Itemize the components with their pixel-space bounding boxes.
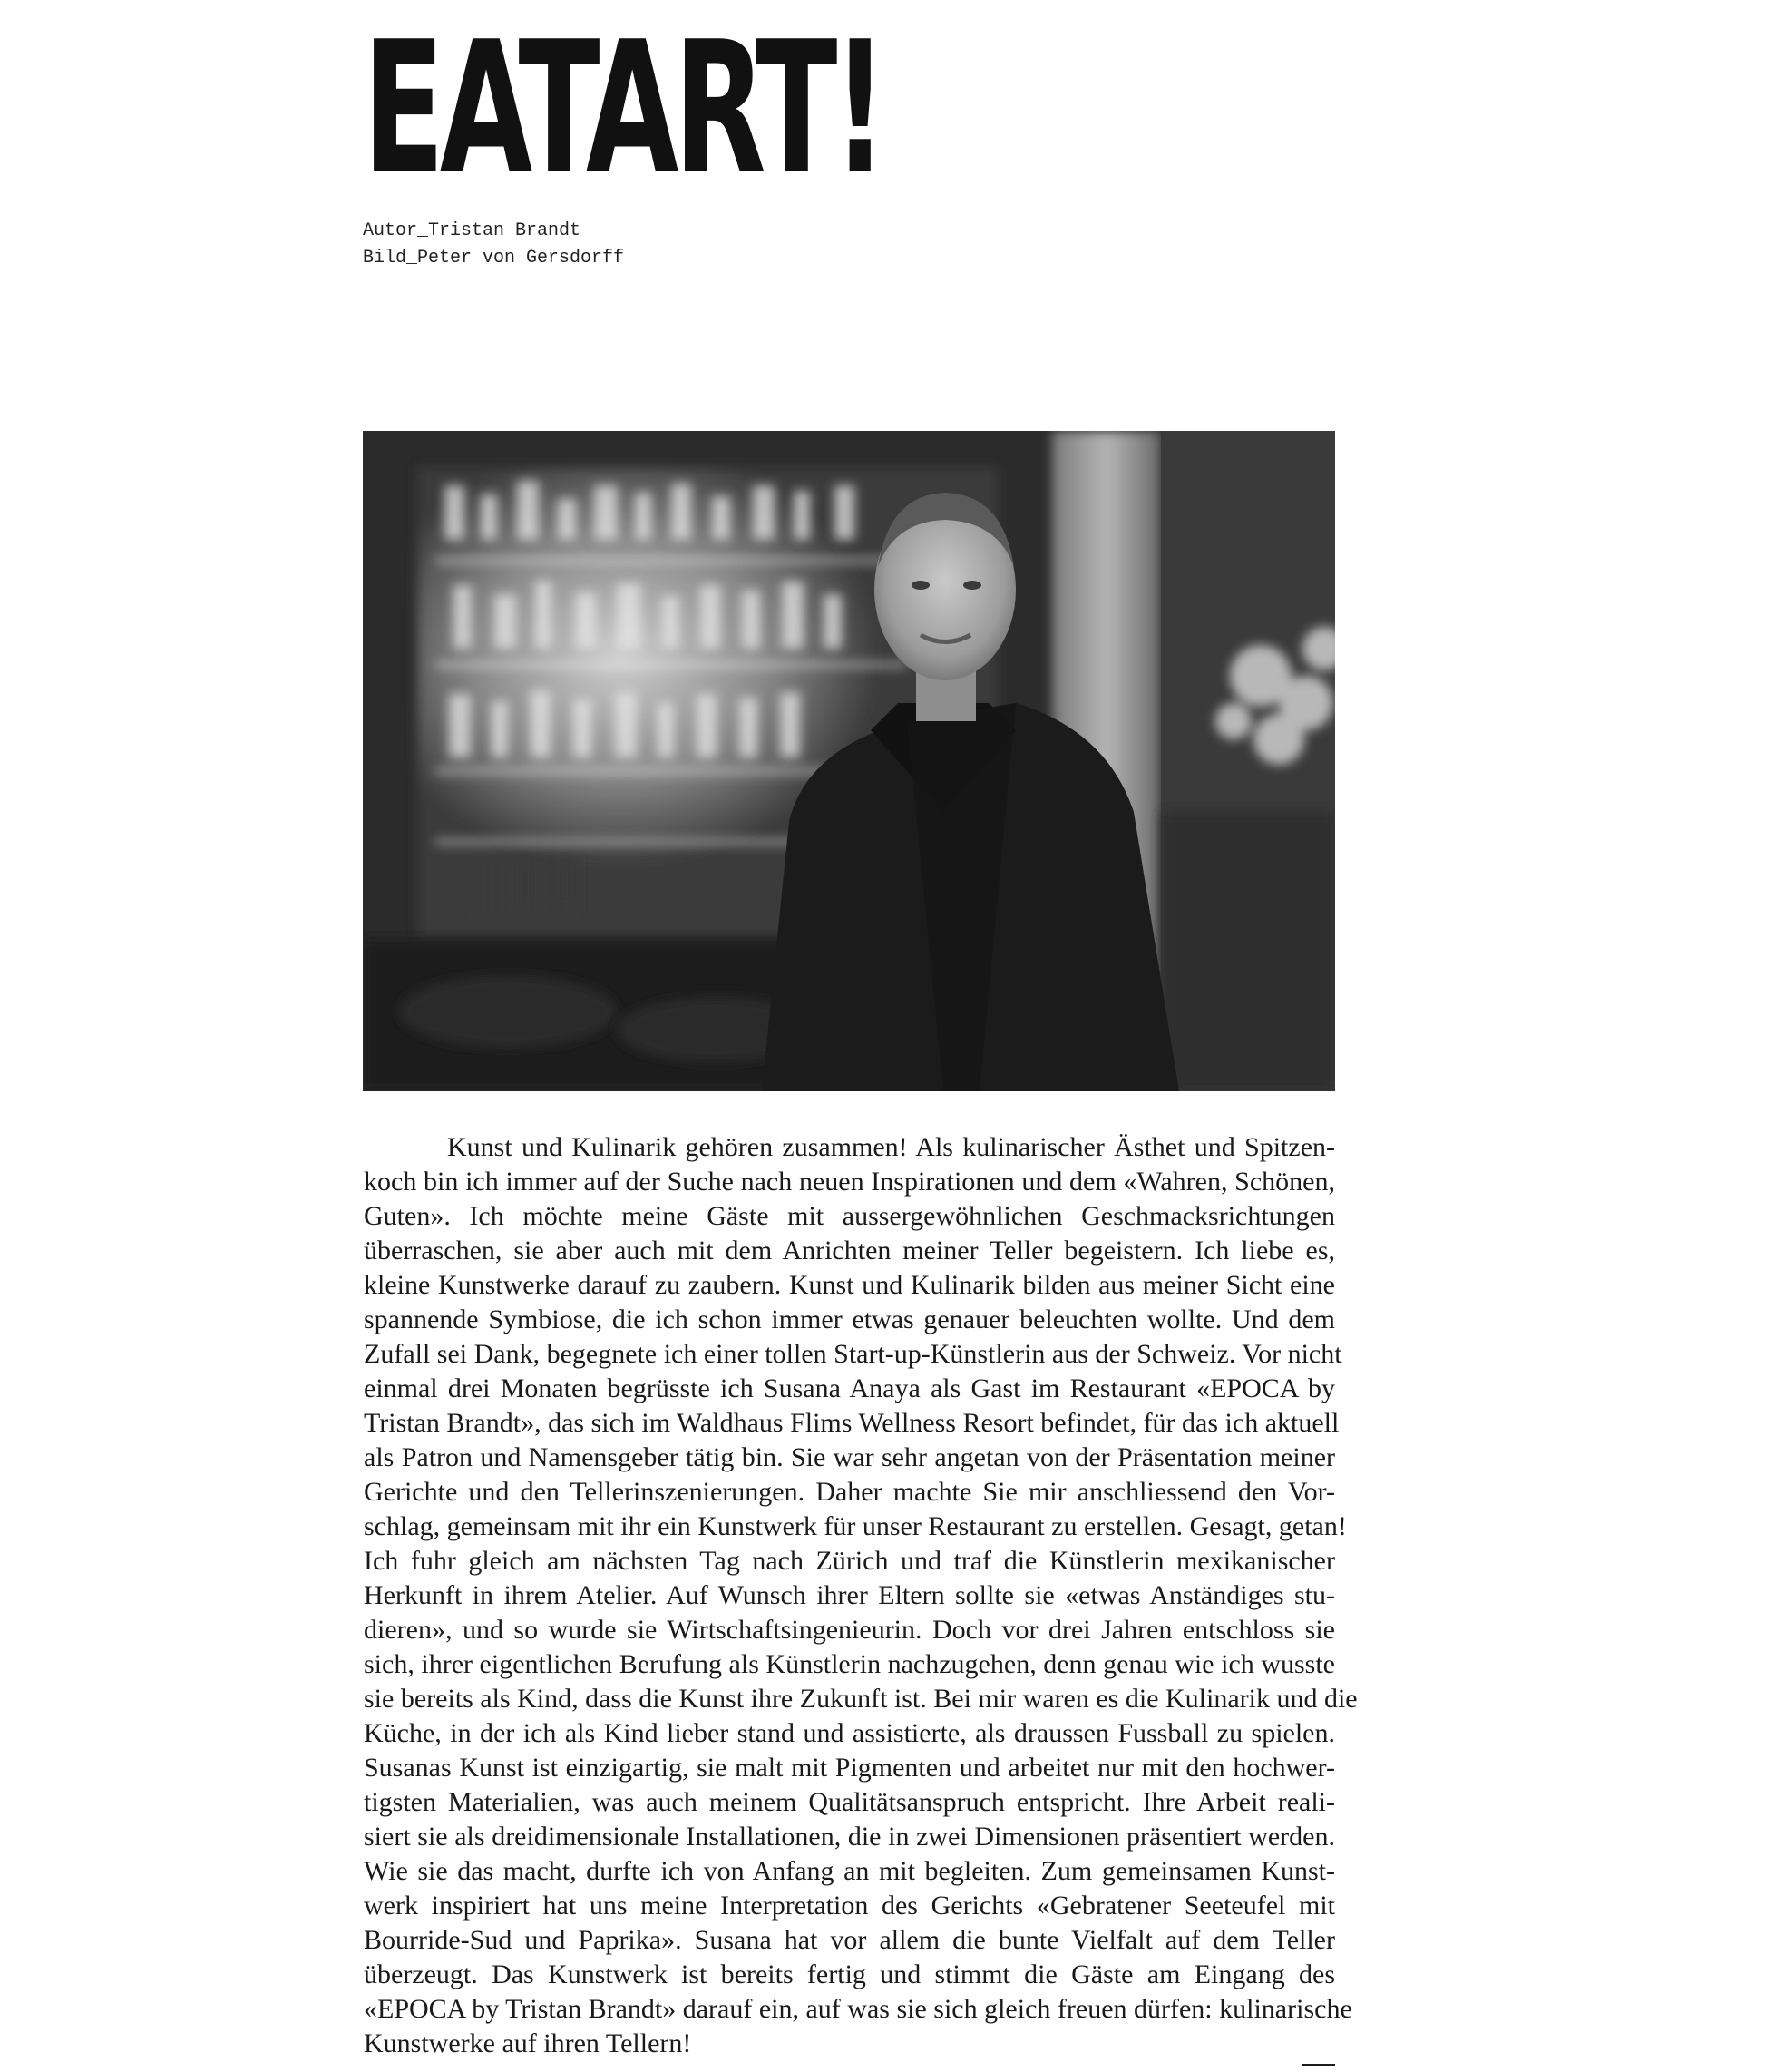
article-line: überraschen, sie aber auch mit dem Anrichten meiner Teller begeistern. Ich liebe es, — [364, 1236, 1335, 1266]
article-line: Ich fuhr gleich am nächsten Tag nach Zürich und traf die Künstlerin mexikanischer — [364, 1546, 1335, 1576]
article-line: kleine Kunstwerke darauf zu zaubern. Kunst und Kulinarik bilden aus meiner Sicht eine — [364, 1270, 1335, 1300]
article-line: Guten». Ich möchte meine Gäste mit aussergewöhnlichen Geschmacksrichtungen — [364, 1201, 1335, 1231]
article-line: «EPOCA by Tristan Brandt» darauf ein, auf was sie sich gleich freuen dürfen: kulinarische — [364, 1994, 1352, 2024]
end-mark — [1302, 2064, 1335, 2066]
article-line: Herkunft in ihrem Atelier. Auf Wunsch ihrer Eltern sollte sie «etwas Anständiges stu- — [364, 1580, 1335, 1610]
article-line: siert sie als dreidimensionale Installationen, die in zwei Dimensionen präsentiert werden. — [364, 1822, 1335, 1852]
article-line: Kunstwerke auf ihren Tellern! — [364, 2028, 692, 2058]
article-line: Kunst und Kulinarik gehören zusammen! Als kulinarischer Ästhet und Spitzen- — [447, 1132, 1335, 1162]
article-body — [364, 1130, 1358, 2061]
article-line: spannende Symbiose, die ich schon immer etwas genauer beleuchten wollte. Und dem — [364, 1305, 1335, 1334]
article-line: koch bin ich immer auf der Suche nach neuen Inspirationen und dem «Wahren, Schönen, — [364, 1167, 1335, 1197]
article-line: Gerichte und den Tellerinszenierungen. Daher machte Sie mir anschliessend den Vor- — [364, 1477, 1335, 1507]
article-line: Zufall sei Dank, begegnete ich einer tollen Start-up-Künstlerin aus der Schweiz. Vor nicht — [364, 1339, 1342, 1369]
article-line: werk inspiriert hat uns meine Interpretation des Gerichts «Gebratener Seeteufel mit — [364, 1891, 1335, 1921]
article-line: Bourride-Sud und Paprika». Susana hat vor allem die bunte Vielfalt auf dem Teller — [364, 1925, 1335, 1955]
article-line: Wie sie das macht, durfte ich von Anfang an mit begleiten. Zum gemeinsamen Kunst- — [364, 1856, 1335, 1886]
article-line: schlag, gemeinsam mit ihr ein Kunstwerk für unser Restaurant zu erstellen. Gesagt, getan! — [364, 1511, 1347, 1541]
article-line: einmal drei Monaten begrüsste ich Susana Anaya als Gast im Restaurant «EPOCA by — [364, 1373, 1335, 1403]
article-line: als Patron und Namensgeber tätig bin. Sie war sehr angetan von der Präsentation meiner — [364, 1442, 1335, 1472]
photo-credit: Bild_Peter von Gersdorff — [363, 248, 625, 269]
portrait-photo — [363, 431, 1335, 1091]
article-line: Tristan Brandt», das sich im Waldhaus Flims Wellness Resort befindet, für das ich aktuell — [364, 1408, 1340, 1438]
article-line: überzeugt. Das Kunstwerk ist bereits fertig und stimmt die Gäste am Eingang des — [364, 1960, 1335, 1989]
article-line: Susanas Kunst ist einzigartig, sie malt mit Pigmenten und arbeitet nur mit den hochwer- — [364, 1753, 1335, 1783]
author-credit: Autor_Tristan Brandt — [363, 220, 581, 241]
article-line: tigsten Materialien, was auch meinem Qualitätsanspruch entspricht. Ihre Arbeit reali- — [364, 1787, 1335, 1817]
portrait-photo-icon — [363, 431, 1335, 1091]
article-line: sich, ihrer eigentlichen Berufung als Künstlerin nachzugehen, denn genau wie ich wusste — [364, 1649, 1335, 1679]
masthead-title: EATART! — [363, 3, 883, 214]
article-line: Küche, in der ich als Kind lieber stand und assistierte, als draussen Fussball zu spielen. — [364, 1718, 1335, 1748]
article-line: dieren», und so wurde sie Wirtschaftsingenieurin. Doch vor drei Jahren entschloss sie — [364, 1615, 1335, 1645]
credits — [363, 218, 624, 272]
article-line: sie bereits als Kind, dass die Kunst ihre Zukunft ist. Bei mir waren es die Kulinarik und die — [364, 1684, 1358, 1714]
